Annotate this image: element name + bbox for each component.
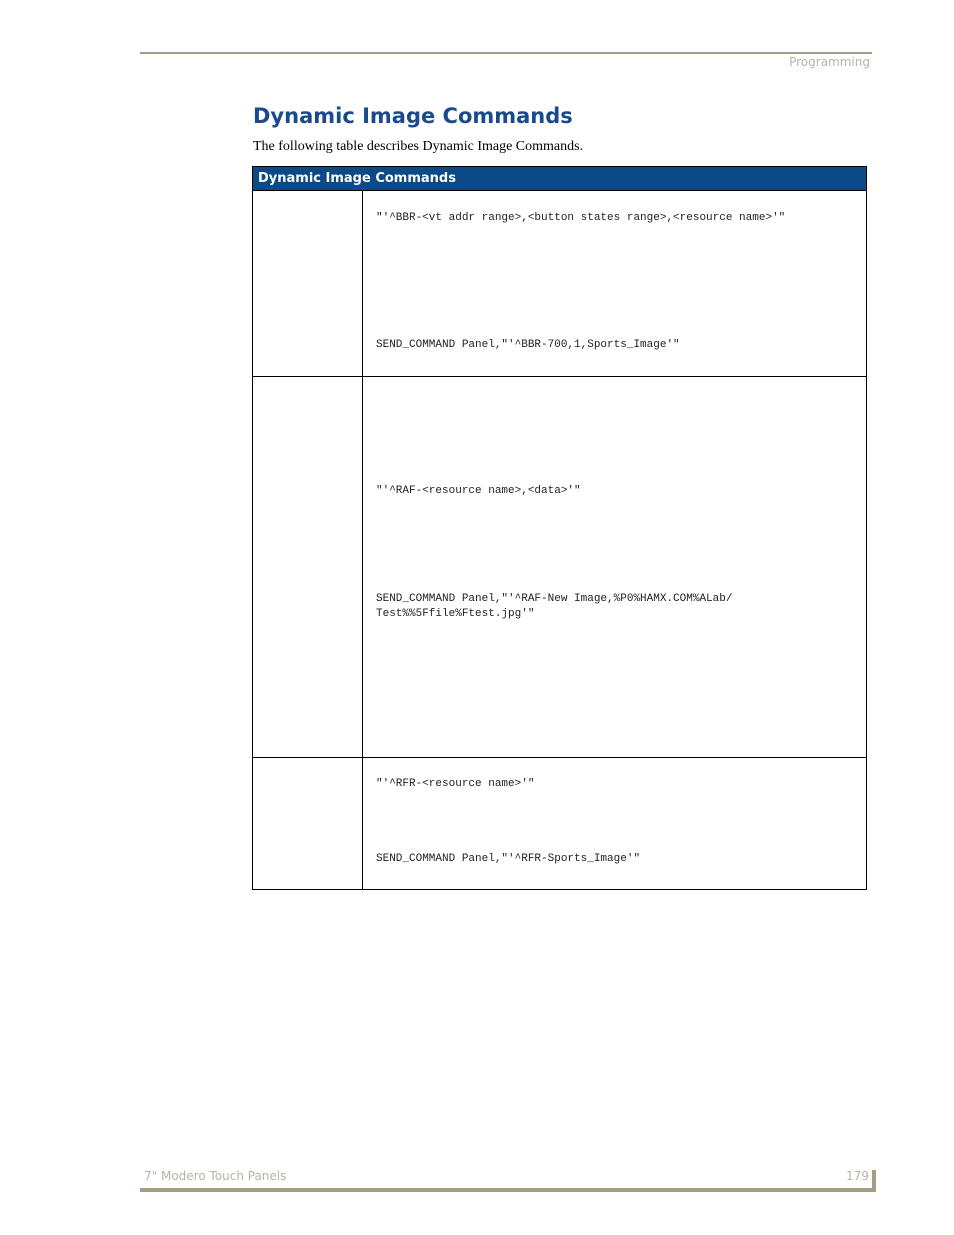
table-row-raf	[253, 377, 867, 758]
command-description-cell	[363, 191, 867, 377]
example-code: SEND_COMMAND Panel,"'^RFR-Sports_Image'"	[376, 853, 641, 865]
page-number: 179	[846, 1169, 869, 1183]
footer-tab	[872, 1170, 876, 1192]
syntax-code: "'^RAF-<resource name>,<data>'"	[376, 485, 581, 497]
footer-product: 7" Modero Touch Panels	[144, 1169, 287, 1183]
page-title: Dynamic Image Commands	[253, 104, 573, 128]
example-code: SEND_COMMAND Panel,"'^RAF-New Image,%P0%HAMX.COM%ALab/ Test%%5Ffile%Ftest.jpg'"	[376, 593, 733, 620]
syntax-code: "'^RFR-<resource name>'"	[376, 778, 535, 790]
commands-table	[252, 166, 867, 890]
footer-rule	[140, 1188, 872, 1192]
example-code: SEND_COMMAND Panel,"'^BBR-700,1,Sports_Image'"	[376, 339, 680, 351]
command-name-cell	[253, 758, 363, 890]
running-header: Programming	[789, 55, 870, 69]
table-header-row	[253, 167, 867, 191]
intro-text: The following table describes Dynamic Image Commands.	[253, 139, 584, 154]
command-description-cell	[363, 377, 867, 758]
command-name-cell	[253, 191, 363, 377]
syntax-code: "'^BBR-<vt addr range>,<button states range>,<resource name>'"	[376, 212, 786, 224]
table-caption: Dynamic Image Commands	[253, 167, 867, 191]
header-rule	[140, 52, 872, 54]
table-row-bbr	[253, 191, 867, 377]
command-name-cell	[253, 377, 363, 758]
command-description-cell	[363, 758, 867, 890]
table-row-rfr	[253, 758, 867, 890]
